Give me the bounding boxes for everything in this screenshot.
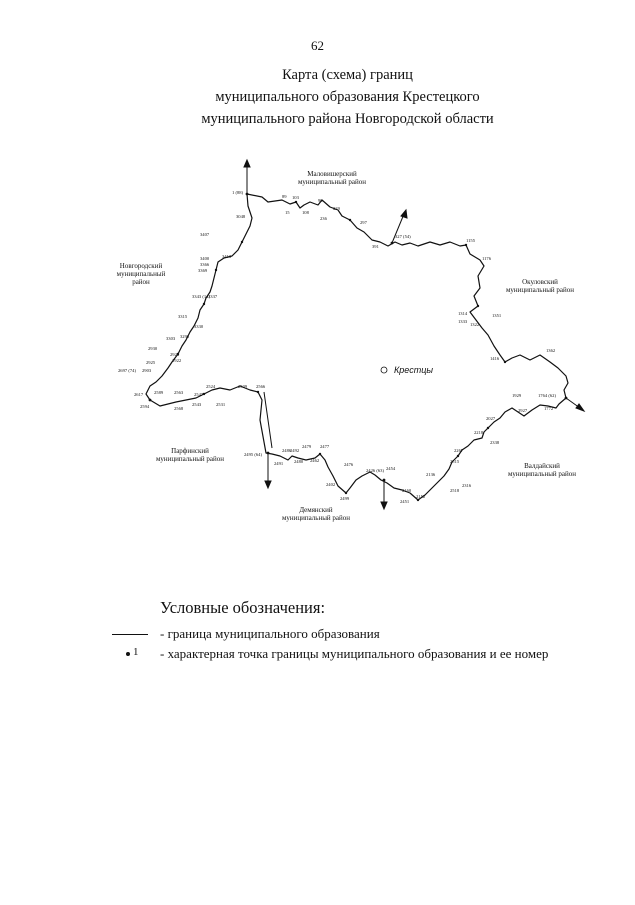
point-label: 2027 — [486, 416, 496, 421]
point-label: 2492 — [290, 448, 300, 453]
point-label: 1176 — [482, 256, 492, 261]
point-label: 2922 — [172, 358, 182, 363]
city-circle-icon — [381, 367, 387, 373]
boundary-point — [203, 303, 205, 305]
point-label: 1322 — [470, 322, 480, 327]
neighbor-label: Окуловский — [522, 278, 558, 286]
boundary-point — [241, 241, 243, 243]
point-label: 2923 — [170, 352, 180, 357]
boundary-point — [477, 305, 479, 307]
neighbor-demyansk — [282, 506, 350, 522]
boundary-point — [417, 499, 419, 501]
boundary-point — [349, 219, 351, 221]
point-label: 2495 (64) — [244, 452, 262, 457]
boundary-point — [149, 399, 152, 402]
boundary-point — [319, 453, 321, 455]
point-label: 1314 — [458, 311, 468, 316]
page-number: 62 — [311, 38, 324, 53]
point-label: 2477 — [320, 444, 330, 449]
point-label: 2451 — [400, 499, 410, 504]
legend-text: - характерная точка границы муниципального образования и ее номер — [160, 646, 549, 661]
point-label: 3315 — [178, 314, 188, 319]
point-label: 2426 (63) — [366, 468, 384, 473]
boundary-point — [257, 391, 259, 393]
point-label: 3296 — [180, 334, 190, 339]
boundary-point — [267, 452, 270, 455]
arrow-south — [265, 453, 271, 488]
neighbor-label: муниципальный район — [505, 286, 575, 294]
point-label: 3413 — [222, 254, 232, 259]
neighbor-label: муниципальный район — [297, 178, 367, 186]
point-label: 2925 — [146, 360, 156, 365]
point-label: 2338 — [490, 440, 500, 445]
point-label: 2316 — [462, 483, 472, 488]
point-label: 1929 — [512, 393, 522, 398]
neighbor-label: Новгородский — [119, 262, 163, 270]
point-label: 3343 (14) — [192, 294, 210, 299]
boundary-line-icon — [112, 626, 152, 644]
point-label: 2617 — [134, 392, 144, 397]
point-label: 89 — [282, 194, 287, 199]
point-label: 2486 — [282, 448, 292, 453]
point-label: 2499 — [340, 496, 350, 501]
point-label: 2218 — [474, 430, 484, 435]
boundary-point — [465, 244, 467, 246]
point-label: 2543 — [192, 402, 202, 407]
boundary-point — [295, 201, 297, 203]
city-marker — [381, 365, 433, 375]
neighbor-label: Валдайский — [524, 462, 560, 470]
neighbor-label: Парфинский — [171, 447, 209, 455]
neighbor-label: муниципальный район — [281, 514, 351, 522]
point-label: 1764 (62) — [538, 393, 556, 398]
point-label: 2531 — [216, 402, 226, 407]
arrow-south-west — [264, 392, 272, 448]
point-label: 1416 — [490, 356, 500, 361]
neighbor-malovishera — [298, 170, 366, 186]
point-label: 297 — [360, 220, 367, 225]
arrow-south-center — [381, 480, 387, 509]
neighbor-label: Демянский — [299, 506, 333, 514]
neighbor-label: Маловишерский — [307, 170, 357, 178]
point-label: 2160 — [402, 488, 412, 493]
point-label: 3366 — [200, 262, 210, 267]
city-label: Крестцы — [394, 365, 433, 375]
point-label: 2454 — [386, 466, 396, 471]
point-label: 2491 — [274, 461, 284, 466]
point-label: 2563 — [174, 390, 184, 395]
point-label: 2524 — [206, 384, 216, 389]
point-label: 3369 — [198, 268, 208, 273]
point-label: 108 — [302, 210, 309, 215]
neighbor-valday — [508, 462, 576, 478]
point-label: 3407 — [200, 232, 210, 237]
neighbor-novgorod — [117, 262, 166, 286]
arrow-north-west — [244, 160, 250, 194]
boundary-point — [345, 492, 347, 494]
title-line-1: Карта (схема) границ — [282, 67, 413, 83]
boundary-point — [383, 479, 386, 482]
point-dot-icon — [112, 646, 152, 664]
point-label: 2927 — [518, 408, 528, 413]
neighbor-label: муниципальный район — [507, 470, 577, 478]
point-label: 2518 — [450, 488, 460, 493]
point-label: 1333 — [458, 319, 468, 324]
point-label: 2479 — [302, 444, 312, 449]
neighbor-okulovka — [506, 278, 574, 294]
point-label: 90 — [318, 198, 323, 203]
point-label: 1362 — [546, 348, 556, 353]
point-label: 2509 — [238, 384, 248, 389]
boundary-point — [504, 361, 506, 363]
neighbor-label: район — [132, 278, 150, 286]
boundary-point — [457, 455, 459, 457]
point-label: 103 — [292, 195, 299, 200]
point-label: 2480 — [294, 459, 304, 464]
point-label: 3303 — [166, 336, 176, 341]
legend-item-boundary — [112, 626, 622, 644]
point-label: 2402 — [326, 482, 336, 487]
point-label: 3330 — [194, 324, 204, 329]
point-label: 3337 — [208, 294, 218, 299]
point-label: 236 — [320, 216, 327, 221]
legend-title: Условные обозначения: — [160, 598, 326, 617]
neighbor-label: муниципальный район — [155, 455, 225, 463]
point-label: 15 — [285, 210, 290, 215]
point-label: 2697 (74) — [118, 368, 136, 373]
legend-item-point — [112, 646, 622, 664]
point-label: 229 — [333, 206, 340, 211]
neighbor-label: муниципальный — [116, 270, 166, 278]
neighbor-parfino — [156, 447, 224, 463]
point-label: 2568 — [174, 406, 184, 411]
point-label: 2152 — [416, 494, 426, 499]
legend-text: - граница муниципального образования — [160, 626, 380, 641]
point-label: 2267 — [454, 448, 464, 453]
point-label: 2589 — [154, 390, 164, 395]
boundary-point — [487, 427, 489, 429]
point-label: 1 (88) — [232, 190, 244, 195]
point-label: 1772 — [544, 406, 554, 411]
point-label: 2462 — [310, 458, 320, 463]
point-label: 327 (54) — [395, 234, 411, 239]
point-label: 1155 — [466, 238, 476, 243]
boundary-point — [246, 193, 249, 196]
point-label: 2930 — [148, 346, 158, 351]
boundary-point — [565, 397, 568, 400]
point-label: 3048 — [236, 214, 246, 219]
point-label: 2566 — [256, 384, 266, 389]
point-label: 2515 — [450, 459, 460, 464]
point-label: 3400 — [200, 256, 210, 261]
title-line-2: муниципального образования Крестецкого — [215, 89, 480, 105]
point-label: 2136 — [426, 472, 436, 477]
boundary-map — [0, 150, 635, 550]
point-label: 2594 — [140, 404, 150, 409]
legend-point-number: 1 — [133, 646, 139, 658]
point-label: 2476 — [344, 462, 354, 467]
arrow-east — [566, 398, 584, 411]
boundary-point — [391, 242, 394, 245]
point-label: 2547 — [194, 392, 204, 397]
point-label: 1351 — [492, 313, 502, 318]
point-label: 391 — [372, 244, 379, 249]
map-title — [60, 64, 635, 130]
point-label: 2903 — [142, 368, 152, 373]
title-line-3: муниципального района Новгородской области — [201, 111, 494, 127]
boundary-point — [215, 269, 217, 271]
